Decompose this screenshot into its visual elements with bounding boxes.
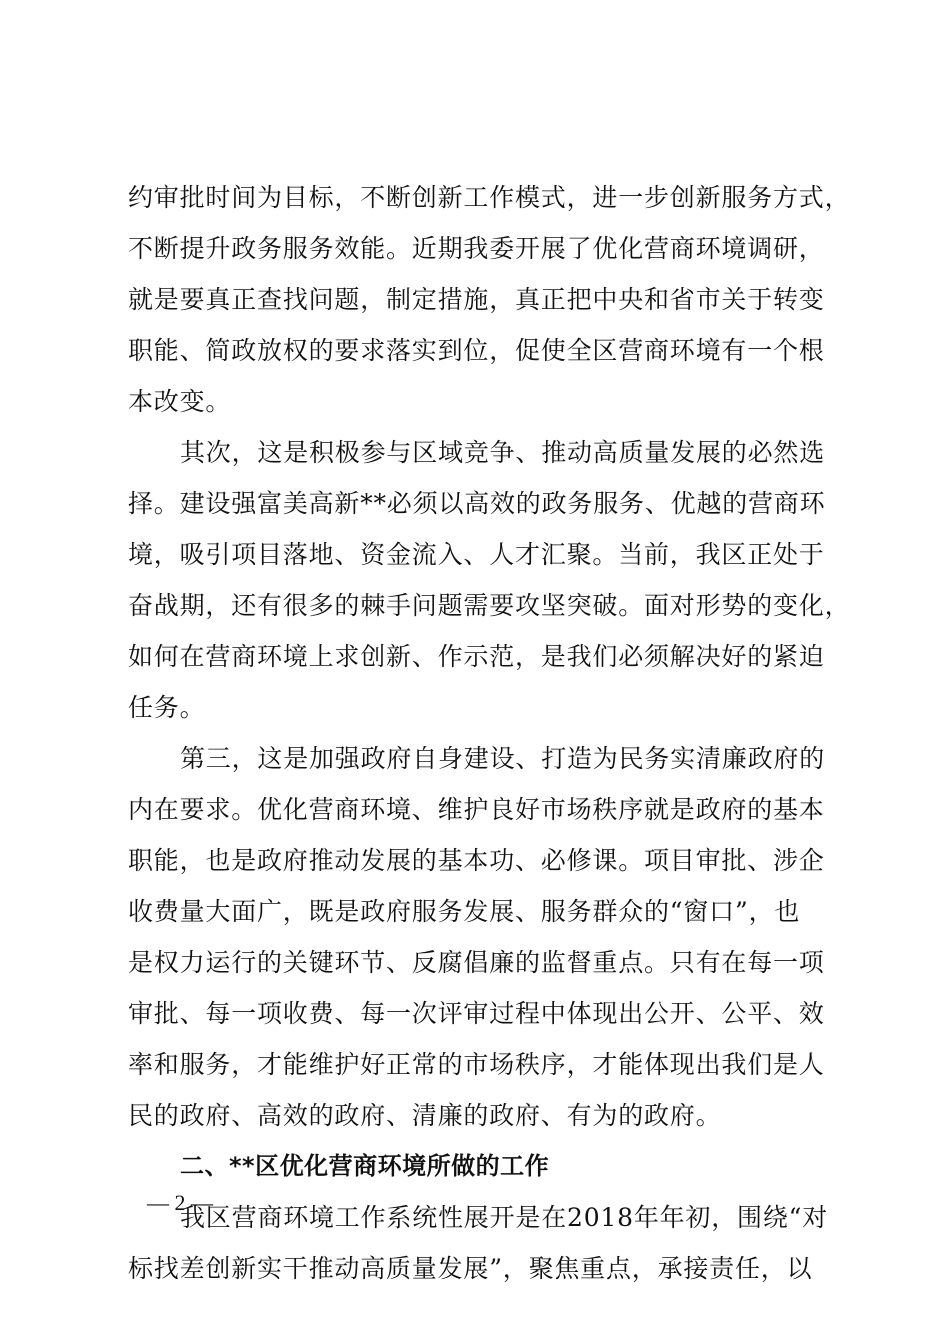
- text-line: 内在要求。优化营商环境、维护良好市场秩序就是政府的基本: [128, 795, 825, 824]
- text-line: 任务。: [128, 693, 206, 722]
- text-line: 民的政府、高效的政府、清廉的政府、有为的政府。: [128, 1101, 722, 1130]
- text-line: 职能、简政放权的要求落实到位，促使全区营商环境有一个根: [128, 336, 825, 365]
- page-number: — 2 —: [147, 1190, 213, 1215]
- text-line: 奋战期，还有很多的棘手问题需要攻坚突破。面对形势的变化，: [128, 591, 851, 620]
- text-line: 择。建设强富美高新**必须以高效的政务服务、优越的营商环: [128, 489, 826, 518]
- paragraph-start-line: 其次，这是积极参与区域竞争、推动高质量发展的必然选: [180, 438, 826, 467]
- text-line: 约审批时间为目标，不断创新工作模式，进一步创新服务方式，: [128, 183, 851, 212]
- text-line: 审批、每一项收费、每一次评审过程中体现出公开、公平、效: [128, 999, 825, 1028]
- text-line: 如何在营商环境上求创新、作示范，是我们必须解决好的紧迫: [128, 642, 825, 671]
- text-line: 收费量大面广，既是政府服务发展、服务群众的“窗口”，也: [128, 897, 801, 926]
- paragraph-start-line: 第三，这是加强政府自身建设、打造为民务实清廉政府的: [180, 744, 826, 773]
- paragraph-start-line: 我区营商环境工作系统性展开是在2018年年初，围绕“对: [180, 1203, 829, 1232]
- text-line: 率和服务，才能维护好正常的市场秩序，才能体现出我们是人: [128, 1050, 825, 1079]
- text-line: 本改变。: [128, 387, 232, 416]
- text-line: 不断提升政务服务效能。近期我委开展了优化营商环境调研，: [128, 234, 825, 263]
- text-line: 是权力运行的关键环节、反腐倡廉的监督重点。只有在每一项: [128, 948, 825, 977]
- section-heading: 二、**区优化营商环境所做的工作: [180, 1152, 550, 1180]
- text-line: 就是要真正查找问题，制定措施，真正把中央和省市关于转变: [128, 285, 825, 314]
- text-line: 标找差创新实干推动高质量发展”，聚焦重点，承接责任，以: [128, 1254, 813, 1283]
- body-text: [128, 172, 851, 1294]
- text-line: 职能，也是政府推动发展的基本功、必修课。项目审批、涉企: [128, 846, 825, 875]
- text-line: 境，吸引项目落地、资金流入、人才汇聚。当前，我区正处于: [128, 540, 825, 569]
